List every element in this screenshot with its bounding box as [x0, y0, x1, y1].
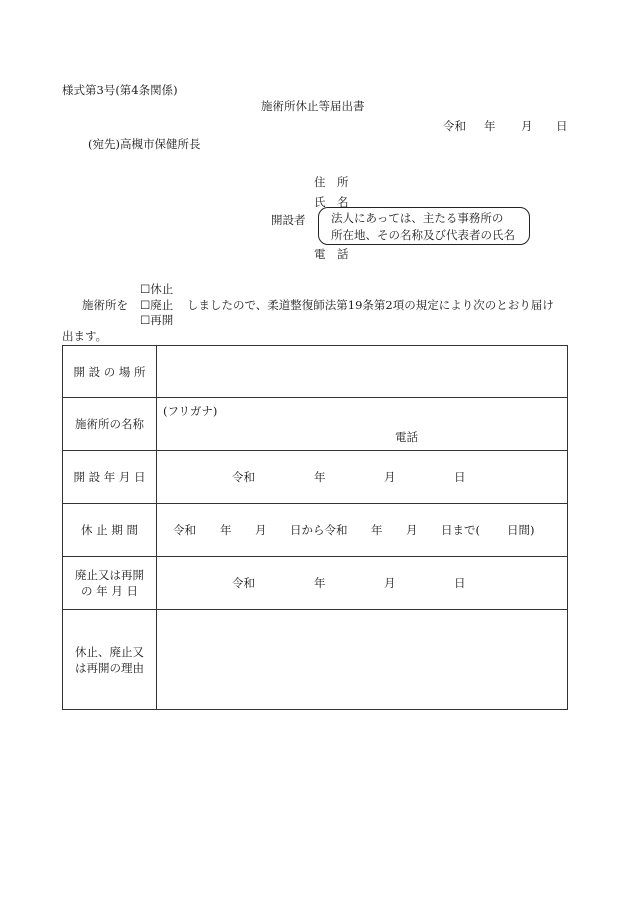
location-label: 開 設 の 場 所	[63, 346, 157, 398]
form-title: 施術所休止等届出書	[261, 99, 365, 113]
open-date-month: 月	[384, 470, 396, 484]
period-from: 日から令和	[290, 523, 348, 537]
date-day-label: 日	[556, 119, 568, 133]
notification-table	[62, 345, 568, 710]
addressee: (宛先)高槻市保健所長	[88, 137, 201, 151]
address-label: 住 所	[314, 175, 349, 189]
suspension-period-field[interactable]	[157, 504, 568, 557]
option-resume-checkbox[interactable]: ☐再開	[140, 313, 174, 327]
opener-label: 開設者	[271, 213, 306, 227]
change-date-label-line1: 廃止又は再開	[75, 568, 144, 582]
date-year-label: 年	[484, 119, 496, 133]
open-date-day: 日	[454, 470, 466, 484]
clinic-phone-label: 電話	[395, 430, 418, 444]
table-row	[63, 504, 568, 557]
clinic-name-label: 施術所の名称	[63, 398, 157, 451]
option-abolish-checkbox[interactable]: ☐廃止	[140, 298, 174, 312]
open-date-year: 年	[314, 470, 326, 484]
statement-continuation: 出ます。	[62, 329, 108, 343]
location-field[interactable]	[157, 346, 568, 398]
reason-label-line1: 休止、廃止又	[75, 644, 144, 659]
change-date-era: 令和	[232, 576, 255, 590]
change-date-label-line2: の 年 月 日	[81, 584, 138, 598]
open-date-era: 令和	[232, 470, 255, 484]
corporate-note-line1: 法人にあっては、主たる事務所の	[331, 211, 504, 225]
table-row	[63, 398, 568, 451]
change-date-month: 月	[384, 576, 396, 590]
date-month-label: 月	[521, 119, 533, 133]
phone-label: 電 話	[314, 247, 349, 261]
change-date-day: 日	[454, 576, 466, 590]
reason-field[interactable]	[157, 610, 568, 710]
name-label: 氏 名	[314, 195, 349, 209]
period-era-start: 令和	[173, 523, 196, 537]
statement-text: しましたので、柔道整復師法第19条第2項の規定により次のとおり届け	[187, 298, 554, 312]
statement-prefix: 施術所を	[82, 298, 128, 312]
period-year-start: 年	[220, 523, 232, 537]
form-number: 様式第3号(第4条関係)	[62, 83, 178, 97]
clinic-name-field[interactable]	[157, 398, 568, 451]
reason-label-line2: は再開の理由	[75, 660, 144, 675]
change-date-year: 年	[314, 576, 326, 590]
table-row	[63, 557, 568, 610]
change-date-field[interactable]	[157, 557, 568, 610]
change-date-label	[63, 557, 157, 610]
table-row	[63, 451, 568, 504]
date-era: 令和	[443, 119, 466, 133]
open-date-label: 開 設 年 月 日	[63, 451, 157, 504]
period-year-end: 年	[371, 523, 383, 537]
table-row	[63, 346, 568, 398]
furigana-label: (フリガナ)	[163, 404, 218, 418]
table-row	[63, 610, 568, 710]
option-suspend-checkbox[interactable]: ☐休止	[140, 282, 174, 296]
open-date-field[interactable]	[157, 451, 568, 504]
suspension-period-label: 休 止 期 間	[63, 504, 157, 557]
reason-label	[63, 610, 157, 710]
period-month-start: 月	[255, 523, 267, 537]
corporate-note-line2: 所在地、その名称及び代表者の氏名	[331, 228, 515, 242]
period-until: 日まで(	[441, 523, 480, 537]
period-days: 日間)	[507, 523, 535, 537]
period-month-end: 月	[406, 523, 418, 537]
